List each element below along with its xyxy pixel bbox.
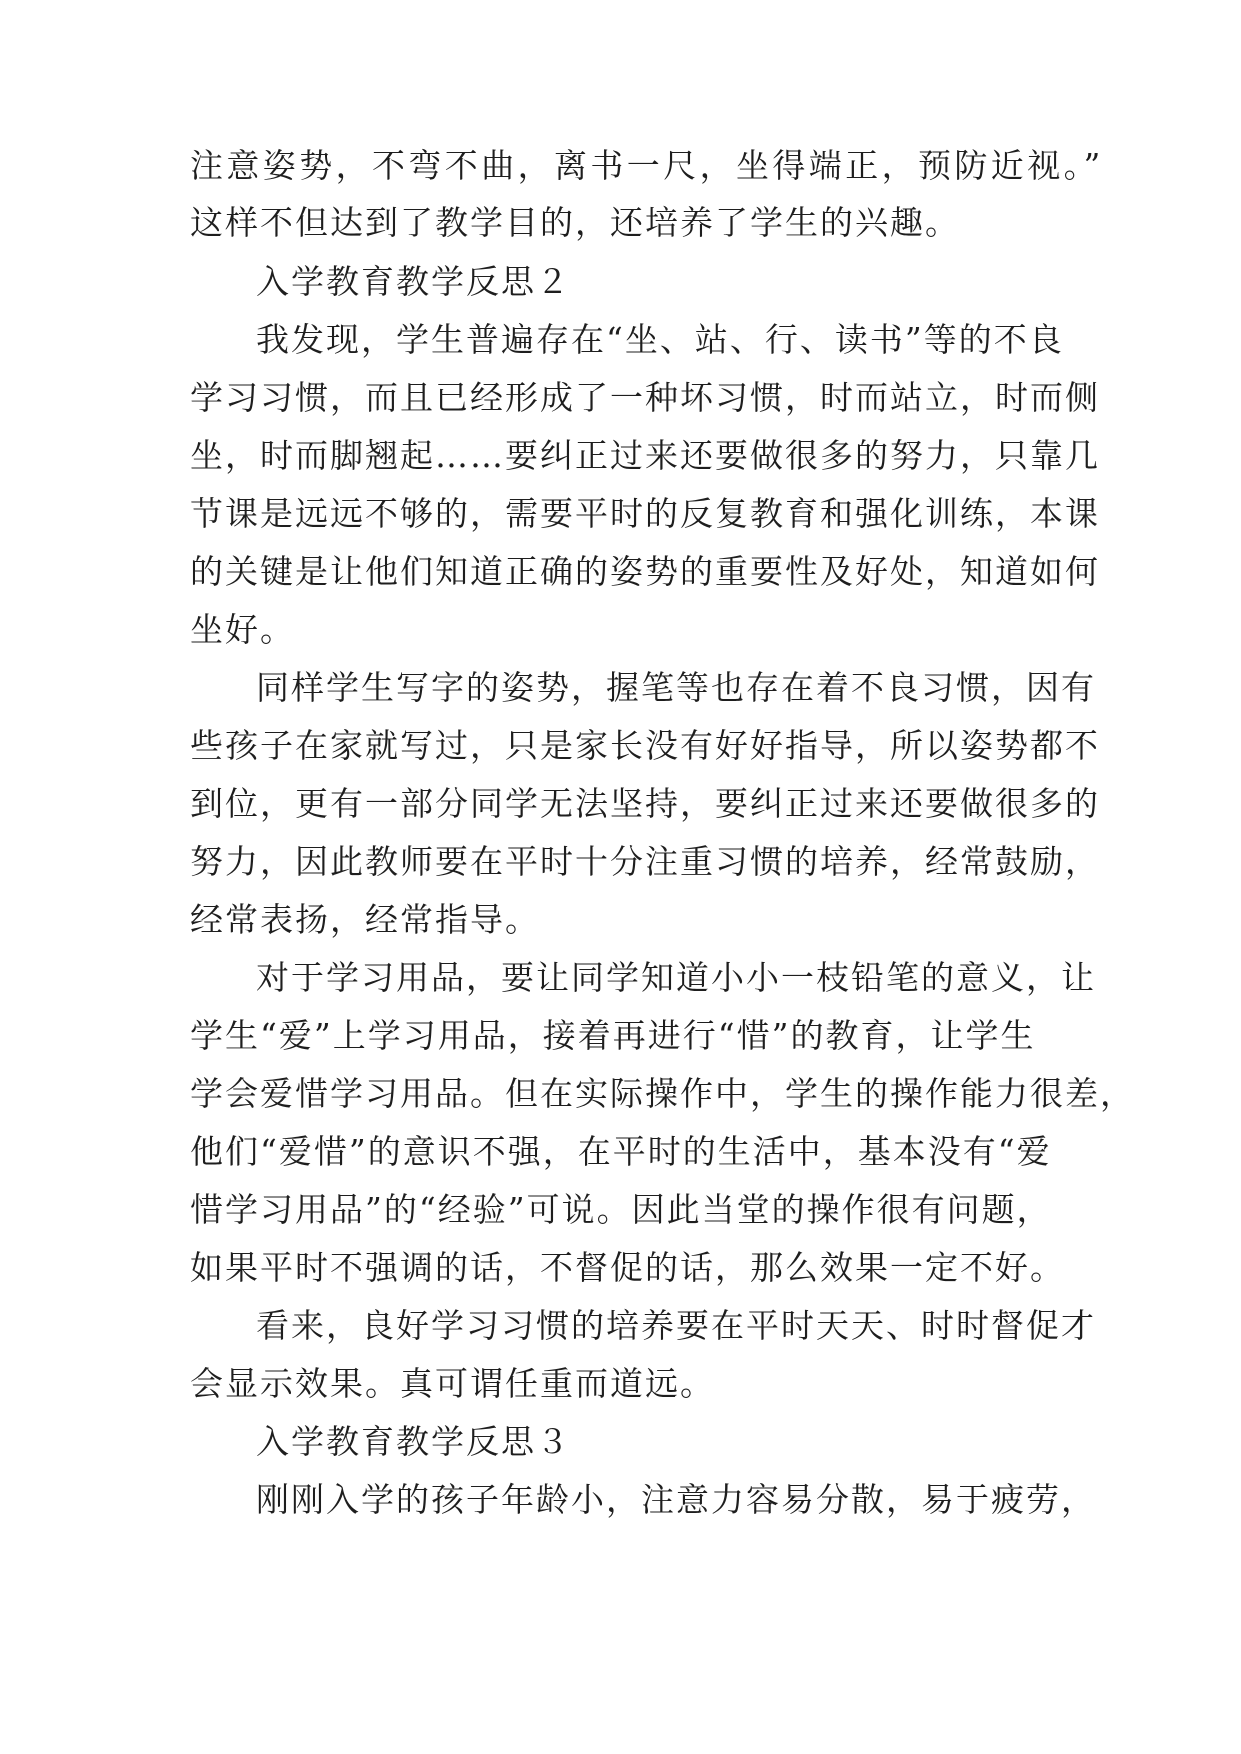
section-heading: 入学教育教学反思３ <box>256 1422 571 1461</box>
text-line: 经常表扬，经常指导。 <box>190 900 540 939</box>
text-line: 刚刚入学的孩子年龄小，注意力容易分散，易于疲劳， <box>256 1480 1096 1519</box>
text-line: 对于学习用品，要让同学知道小小一枝铅笔的意义，让 <box>256 958 1096 997</box>
text-line: 坐，时而脚翘起……要纠正过来还要做很多的努力，只靠几 <box>190 436 1100 475</box>
text-line: 学习习惯，而且已经形成了一种坏习惯，时而站立，时而侧 <box>190 378 1100 417</box>
text-line: 学生“爱”上学习用品，接着再进行“惜”的教育，让学生 <box>190 1016 1036 1055</box>
text-line: 节课是远远不够的，需要平时的反复教育和强化训练，本课 <box>190 494 1100 533</box>
text-line: 这样不但达到了教学目的，还培养了学生的兴趣。 <box>190 203 960 242</box>
text-line: 他们“爱惜”的意识不强，在平时的生活中，基本没有“爱 <box>190 1132 1052 1171</box>
text-line: 会显示效果。真可谓任重而道远。 <box>190 1364 715 1403</box>
text-line: 努力，因此教师要在平时十分注重习惯的培养，经常鼓励， <box>190 842 1100 881</box>
text-line: 惜学习用品”的“经验”可说。因此当堂的操作很有问题， <box>190 1190 1052 1229</box>
text-line: 看来，良好学习习惯的培养要在平时天天、时时督促才 <box>256 1306 1096 1345</box>
text-line: 些孩子在家就写过，只是家长没有好好指导，所以姿势都不 <box>190 726 1100 765</box>
text-line: 到位，更有一部分同学无法坚持，要纠正过来还要做很多的 <box>190 784 1100 823</box>
text-line: 注意姿势，不弯不曲，离书一尺，坐得端正，预防近视。” <box>190 146 1104 185</box>
text-line: 的关键是让他们知道正确的姿势的重要性及好处，知道如何 <box>190 552 1100 591</box>
text-line: 坐好。 <box>190 610 295 649</box>
text-line: 同样学生写字的姿势，握笔等也存在着不良习惯，因有 <box>256 668 1096 707</box>
text-line: 学会爱惜学习用品。但在实际操作中，学生的操作能力很差， <box>190 1074 1135 1113</box>
text-line: 如果平时不强调的话，不督促的话，那么效果一定不好。 <box>190 1248 1065 1287</box>
text-line: 我发现，学生普遍存在“坐、站、行、读书”等的不良 <box>256 320 1064 359</box>
section-heading: 入学教育教学反思２ <box>256 262 571 301</box>
